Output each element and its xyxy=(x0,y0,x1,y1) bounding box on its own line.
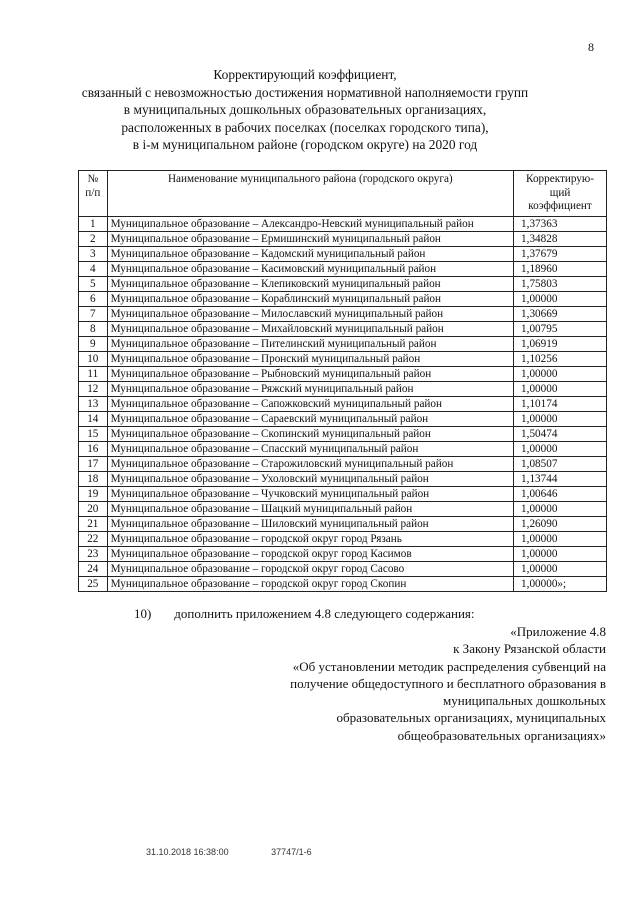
row-number: 6 xyxy=(79,291,108,306)
row-municipality: Муниципальное образование – Ермишинский муниципальный район xyxy=(107,231,513,246)
table-row xyxy=(79,471,607,486)
row-coefficient: 1,50474 xyxy=(514,426,607,441)
row-municipality: Муниципальное образование – Кораблинский муниципальный район xyxy=(107,291,513,306)
title-line: связанный с невозможностью достижения нормативной наполняемости групп xyxy=(81,84,529,100)
table-row xyxy=(79,306,607,321)
row-municipality: Муниципальное образование – Рыбновский муниципальный район xyxy=(107,366,513,381)
amendment-paragraph xyxy=(134,606,475,622)
row-number: 14 xyxy=(79,411,108,426)
row-number: 7 xyxy=(79,306,108,321)
row-municipality: Муниципальное образование – Ряжский муниципальный район xyxy=(107,381,513,396)
appendix-heading xyxy=(226,623,606,744)
row-number: 22 xyxy=(79,531,108,546)
row-number: 21 xyxy=(79,516,108,531)
footer-timestamp: 31.10.2018 16:38:00 xyxy=(146,847,229,857)
row-number: 15 xyxy=(79,426,108,441)
row-coefficient: 1,37679 xyxy=(514,246,607,261)
row-number: 23 xyxy=(79,546,108,561)
row-coefficient: 1,10256 xyxy=(514,351,607,366)
row-number: 12 xyxy=(79,381,108,396)
table-row xyxy=(79,561,607,576)
row-number: 9 xyxy=(79,336,108,351)
table-row xyxy=(79,246,607,261)
row-municipality: Муниципальное образование – городской округ город Касимов xyxy=(107,546,513,561)
header-name: Наименование муниципального района (городского округа) xyxy=(107,171,513,217)
table-row xyxy=(79,531,607,546)
header-coefficient: Корректирую-щий коэффициент xyxy=(514,171,607,217)
row-coefficient: 1,08507 xyxy=(514,456,607,471)
row-municipality: Муниципальное образование – Скопинский муниципальный район xyxy=(107,426,513,441)
footer-stamp xyxy=(146,847,352,857)
row-municipality: Муниципальное образование – Клепиковский муниципальный район xyxy=(107,276,513,291)
table-row xyxy=(79,216,607,231)
row-number: 4 xyxy=(79,261,108,276)
row-coefficient: 1,00000»; xyxy=(514,576,607,591)
table-row xyxy=(79,336,607,351)
table-row xyxy=(79,321,607,336)
row-number: 20 xyxy=(79,501,108,516)
table-row xyxy=(79,366,607,381)
appendix-line: получение общедоступного и бесплатного образования в xyxy=(290,675,606,691)
row-number: 11 xyxy=(79,366,108,381)
table-row xyxy=(79,231,607,246)
row-coefficient: 1,00646 xyxy=(514,486,607,501)
row-coefficient: 1,00000 xyxy=(514,291,607,306)
row-number: 16 xyxy=(79,441,108,456)
row-municipality: Муниципальное образование – городской округ город Рязань xyxy=(107,531,513,546)
appendix-line: «Об установлении методик распределения субвенций на xyxy=(292,658,606,674)
table-row xyxy=(79,486,607,501)
table-row xyxy=(79,546,607,561)
paragraph-text: дополнить приложением 4.8 следующего содержания: xyxy=(174,606,475,621)
row-coefficient: 1,00000 xyxy=(514,411,607,426)
appendix-line: к Закону Рязанской области xyxy=(453,641,606,657)
row-municipality: Муниципальное образование – городской округ город Сасово xyxy=(107,561,513,576)
title-line: расположенных в рабочих поселках (поселках городского типа), xyxy=(121,119,489,135)
document-title xyxy=(70,66,540,154)
row-coefficient: 1,00000 xyxy=(514,366,607,381)
paragraph-number: 10) xyxy=(134,606,152,621)
row-number: 18 xyxy=(79,471,108,486)
table-row xyxy=(79,456,607,471)
table-row xyxy=(79,426,607,441)
row-municipality: Муниципальное образование – Михайловский муниципальный район xyxy=(107,321,513,336)
table-row xyxy=(79,351,607,366)
row-coefficient: 1,06919 xyxy=(514,336,607,351)
row-coefficient: 1,00795 xyxy=(514,321,607,336)
row-coefficient: 1,00000 xyxy=(514,531,607,546)
row-municipality: Муниципальное образование – Сараевский муниципальный район xyxy=(107,411,513,426)
row-number: 13 xyxy=(79,396,108,411)
title-line: в i-м муниципальном районе (городском округе) на 2020 год xyxy=(132,137,478,152)
row-municipality: Муниципальное образование – Александро-Невский муниципальный район xyxy=(107,216,513,231)
row-coefficient: 1,10174 xyxy=(514,396,607,411)
row-coefficient: 1,13744 xyxy=(514,471,607,486)
table-row xyxy=(79,396,607,411)
coefficient-table xyxy=(78,170,607,592)
row-number: 2 xyxy=(79,231,108,246)
row-municipality: Муниципальное образование – Шиловский муниципальный район xyxy=(107,516,513,531)
title-line: Корректирующий коэффициент, xyxy=(213,67,397,82)
table-row xyxy=(79,291,607,306)
table-body xyxy=(79,216,607,591)
header-number: № п/п xyxy=(79,171,108,217)
row-coefficient: 1,30669 xyxy=(514,306,607,321)
table-row xyxy=(79,516,607,531)
row-municipality: Муниципальное образование – Спасский муниципальный район xyxy=(107,441,513,456)
row-coefficient: 1,00000 xyxy=(514,501,607,516)
row-coefficient: 1,34828 xyxy=(514,231,607,246)
row-number: 1 xyxy=(79,216,108,231)
row-municipality: Муниципальное образование – Пронский муниципальный район xyxy=(107,351,513,366)
row-coefficient: 1,75803 xyxy=(514,276,607,291)
row-number: 19 xyxy=(79,486,108,501)
row-municipality: Муниципальное образование – Старожиловский муниципальный район xyxy=(107,456,513,471)
table-header-row xyxy=(79,171,607,217)
row-municipality: Муниципальное образование – Сапожковский муниципальный район xyxy=(107,396,513,411)
table-row xyxy=(79,381,607,396)
row-number: 24 xyxy=(79,561,108,576)
page-number: 8 xyxy=(588,40,594,54)
table-row xyxy=(79,261,607,276)
row-coefficient: 1,37363 xyxy=(514,216,607,231)
row-coefficient: 1,18960 xyxy=(514,261,607,276)
row-municipality: Муниципальное образование – Кадомский муниципальный район xyxy=(107,246,513,261)
appendix-line: муниципальных дошкольных xyxy=(443,693,606,709)
appendix-line: «Приложение 4.8 xyxy=(510,624,606,639)
row-number: 17 xyxy=(79,456,108,471)
row-coefficient: 1,00000 xyxy=(514,381,607,396)
title-line: в муниципальных дошкольных образовательных организациях, xyxy=(123,102,487,117)
row-number: 5 xyxy=(79,276,108,291)
appendix-line: общеобразовательных организациях» xyxy=(397,727,606,743)
table-row xyxy=(79,501,607,516)
table-row xyxy=(79,441,607,456)
appendix-line: образовательных организациях, муниципальных xyxy=(336,710,606,726)
row-coefficient: 1,00000 xyxy=(514,441,607,456)
row-coefficient: 1,26090 xyxy=(514,516,607,531)
row-number: 25 xyxy=(79,576,108,591)
footer-doc-code: 37747/1-6 xyxy=(271,847,312,857)
row-coefficient: 1,00000 xyxy=(514,561,607,576)
row-municipality: Муниципальное образование – Милославский муниципальный район xyxy=(107,306,513,321)
row-municipality: Муниципальное образование – Шацкий муниципальный район xyxy=(107,501,513,516)
table-row xyxy=(79,276,607,291)
row-municipality: Муниципальное образование – Касимовский муниципальный район xyxy=(107,261,513,276)
row-number: 10 xyxy=(79,351,108,366)
table-row xyxy=(79,576,607,591)
row-number: 3 xyxy=(79,246,108,261)
row-municipality: Муниципальное образование – Ухоловский муниципальный район xyxy=(107,471,513,486)
row-municipality: Муниципальное образование – городской округ город Скопин xyxy=(107,576,513,591)
row-coefficient: 1,00000 xyxy=(514,546,607,561)
table-row xyxy=(79,411,607,426)
row-municipality: Муниципальное образование – Пителинский муниципальный район xyxy=(107,336,513,351)
row-municipality: Муниципальное образование – Чучковский муниципальный район xyxy=(107,486,513,501)
row-number: 8 xyxy=(79,321,108,336)
